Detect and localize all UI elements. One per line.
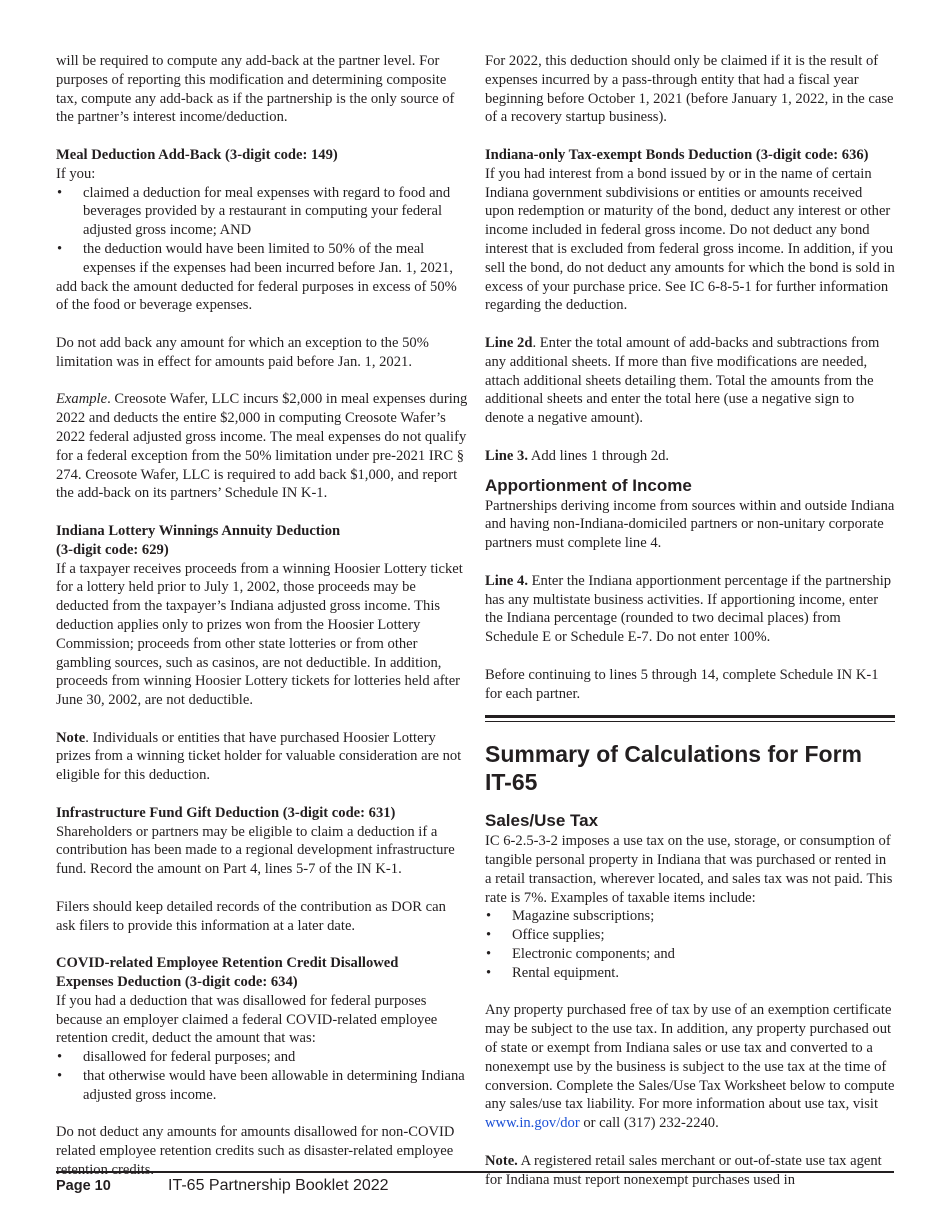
dor-link[interactable]: www.in.gov/dor	[485, 1115, 580, 1132]
list-item: • disallowed for federal purposes; and	[56, 1048, 468, 1067]
line-2d-paragraph	[485, 334, 895, 428]
line-4-paragraph	[485, 572, 895, 647]
infrastructure-heading: Infrastructure Fund Gift Deduction (3-digit code: 631)	[56, 804, 396, 821]
merchant-note-label: Note.	[485, 1152, 518, 1169]
line-3-text: Add lines 1 through 2d.	[527, 447, 670, 464]
right-column	[485, 52, 895, 1189]
bonds-heading: Indiana-only Tax-exempt Bonds Deduction (3-digit code: 636)	[485, 146, 869, 163]
meal-heading: Meal Deduction Add-Back (3-digit code: 149)	[56, 146, 338, 163]
line-2d-text: . Enter the total amount of add-backs and subtractions from any additional sheets. If more than five modifications are needed, attach additional sheets detailing them. Total the amounts from the additional sheets and enter the total here (use a negative sign to denote a negative amount).	[485, 334, 880, 427]
merchant-note-text: A registered retail sales merchant or out-of-state use tax agent for Indiana must report nonexempt purchases used in	[485, 1152, 882, 1188]
example-label: Example	[56, 391, 108, 408]
left-column	[56, 52, 468, 1180]
meal-bullet-list	[56, 184, 468, 278]
intro-paragraph: will be required to compute any add-back at the partner level. For purposes of reporting this modification and determining composite tax, compute any add-back as if the partnership is the only source of the partner’s interest income/deduction.	[56, 53, 455, 126]
list-item: • Rental equipment.	[485, 964, 895, 983]
lottery-heading-line1: Indiana Lottery Winnings Annuity Deduction	[56, 522, 341, 539]
before-continuing-text: Before continuing to lines 5 through 14, complete Schedule IN K-1 for each partner.	[485, 666, 879, 702]
covid-bullet-list	[56, 1048, 468, 1104]
meal-example	[56, 390, 468, 503]
line-3-label: Line 3.	[485, 447, 528, 464]
section-divider	[485, 715, 895, 722]
infrastructure-body: Shareholders or partners may be eligible to claim a deduction if a contribution has been made to a regional development infrastructure fund. Record the amount on Part 4, lines 5-7 of the IN K-1.	[56, 823, 455, 878]
covid-heading-line2: Expenses Deduction (3-digit code: 634)	[56, 974, 298, 991]
apportionment-body: Partnerships deriving income from sources within and outside Indiana and having non-Indiana-domiciled partners or non-unitary corporate partners must complete line 4.	[485, 497, 895, 552]
line-2d-label: Line 2d	[485, 334, 533, 351]
apportionment-heading: Apportionment of Income	[485, 475, 692, 495]
list-item: • Office supplies;	[485, 926, 895, 945]
bonds-body: If you had interest from a bond issued by or in the name of certain Indiana government subdivisions or entities or amounts received upon redemption or maturity of the bond, deduct any interest or other income included in federal gross income. Do not deduct any bond interest that is excluded from federal gross income. In addition, if you sell the bond, do not deduct any amounts for which the bond is sold in excess of your purchase price. See IC 6-8-5-1 for further information regarding the deduction.	[485, 165, 895, 314]
line-4-label: Line 4.	[485, 572, 528, 589]
exemption-paragraph	[485, 1001, 895, 1133]
covid-body: If you had a deduction that was disallowed for federal purposes because an employer claimed a federal COVID-related employee retention credit, deduct the amount that was:	[56, 992, 438, 1047]
lottery-note	[56, 729, 468, 785]
meal-if-you: If you:	[56, 165, 96, 182]
example-text: . Creosote Wafer, LLC incurs $2,000 in meal expenses during 2022 and deducts the entire $2,000 in computing Creosote Wafer’s 2022 federal adjusted gross income. The meal expenses do not qualify for a federal exception from the 50% limitation under pre-2021 IRC § 274. Creosote Wafer, LLC is required to add back $1,000, and report the add-back on its partners’ Schedule IN K-1.	[56, 391, 468, 502]
infrastructure-records: Filers should keep detailed records of the contribution as DOR can ask filers to provide this information at a later date.	[56, 898, 446, 934]
sales-use-tax-heading: Sales/Use Tax	[485, 811, 599, 831]
summary-heading: Summary of Calculations for Form IT-65	[485, 741, 863, 796]
list-item: • the deduction would have been limited to 50% of the meal expenses if the expenses had been incurred before Jan. 1, 2021,	[56, 240, 468, 278]
meal-exception-text: Do not add back any amount for which an exception to the 50% limitation was in effect for amounts paid before Jan. 1, 2021.	[56, 334, 429, 370]
covid-heading-line1: COVID-related Employee Retention Credit Disallowed	[56, 955, 399, 972]
line-4-text: Enter the Indiana apportionment percentage if the partnership has any multistate business activities. If apportioning income, enter the Indiana percentage (rounded to two decimal places) from Schedule E or Schedule E-7. Do not enter 100%.	[485, 572, 892, 646]
list-item: • claimed a deduction for meal expenses with regard to food and beverages provided by a restaurant in computing your federal adjusted gross income; AND	[56, 184, 468, 240]
list-item: • Electronic components; and	[485, 945, 895, 964]
lottery-heading-line2: (3-digit code: 629)	[56, 541, 169, 558]
line-3-paragraph	[485, 447, 895, 466]
covid-after-text: Do not deduct any amounts for amounts disallowed for non-COVID related employee retention credits such as disaster-related employee retention credits.	[56, 1124, 455, 1179]
meal-after-text: add back the amount deducted for federal purposes in excess of 50% of the food or beverage expenses.	[56, 278, 457, 314]
sales-use-tax-body: IC 6-2.5-3-2 imposes a use tax on the use, storage, or consumption of tangible personal property in Indiana that was purchased or rented in a retail transaction, wherever located, and sales tax was not paid. This rate is 7%. Examples of taxable items include:	[485, 833, 893, 906]
note-label: Note	[56, 729, 86, 746]
lottery-body: If a taxpayer receives proceeds from a winning Hoosier Lottery ticket for a lottery held prior to July 1, 2002, those proceeds may be deducted from the taxpayer’s Indiana adjusted gross income. This deduction applies only to prizes won from the Hoosier Lottery Commission; proceeds from other state lotteries or from other gambling sources, such as casinos, are not deductible. In addition, proceeds from winning Hoosier Lottery tickets for lotteries held after June 30, 2002, are not deductible.	[56, 560, 463, 709]
footer-rule	[56, 1171, 894, 1173]
page-number: Page 10	[56, 1178, 111, 1194]
right-intro-paragraph: For 2022, this deduction should only be claimed if it is the result of expenses incurred by a pass-through entity that had a fiscal year beginning before October 1, 2021 (before January 1, 2022, in the case of a recovery startup business).	[485, 53, 894, 126]
list-item: • that otherwise would have been allowable in determining Indiana adjusted gross income.	[56, 1067, 468, 1105]
taxable-items-list	[485, 907, 895, 982]
exemption-text: Any property purchased free of tax by use of an exemption certificate may be subject to the use tax. In addition, any property purchased out of state or exempt from Indiana sales or use tax and converted to a nonexempt use by the business is subject to the use tax at the time of conversion. Complete the Sales/Use Tax Worksheet below to compute any sales/use tax liability. For more information about use tax, visit	[485, 1002, 895, 1113]
note-text: . Individuals or entities that have purchased Hoosier Lottery prizes from a winning ticket holder for valuable consideration are not eligible for this deduction.	[56, 729, 462, 784]
exemption-after-text: or call (317) 232-2240.	[579, 1115, 719, 1132]
list-item: • Magazine subscriptions;	[485, 907, 895, 926]
booklet-title: IT-65 Partnership Booklet 2022	[168, 1177, 389, 1194]
